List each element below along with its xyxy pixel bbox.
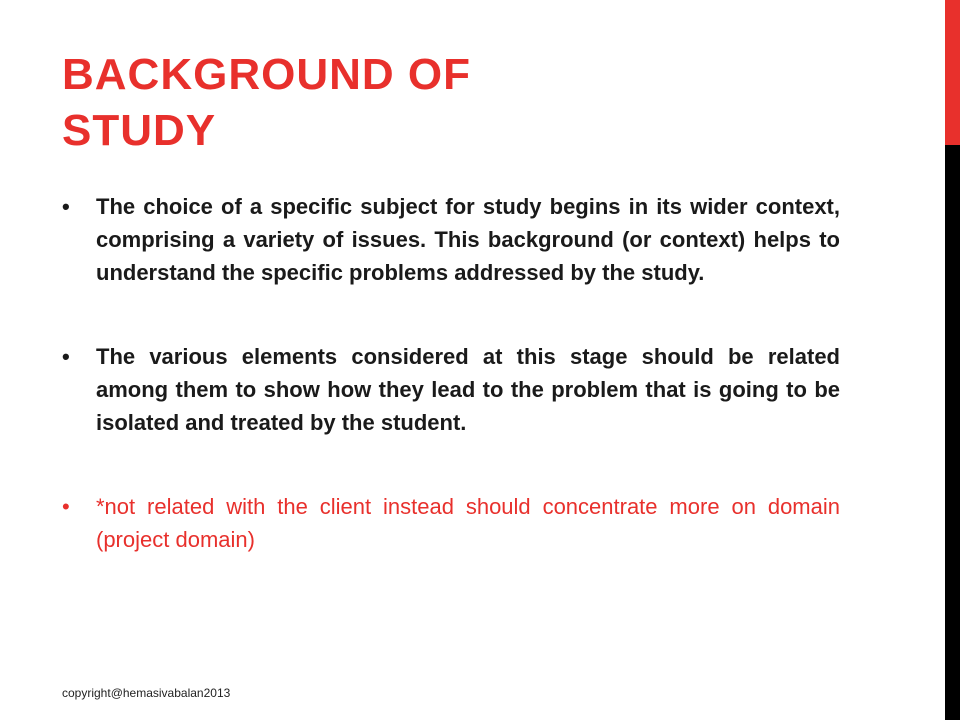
bullet-list [62,190,840,556]
slide-title [62,47,622,159]
title-line-2: STUDY [62,106,217,155]
side-accent-red-segment [945,0,960,145]
bullet-item-context [62,190,840,289]
bullet-marker-icon: • [62,194,70,219]
bullet-text: *not related with the client instead should concentrate more on domain (project domain) [96,494,840,552]
bullet-marker-icon: • [62,344,70,369]
bullet-text: The choice of a specific subject for study begins in its wider context, comprising a variety of issues. This background (or context) helps to understand the specific problems addressed by the study. [96,194,840,285]
bullet-item-elements [62,340,840,439]
side-accent-bar [945,0,960,720]
copyright-footer: copyright@hemasivabalan2013 [62,686,231,700]
bullet-item-domain-note [62,490,840,556]
bullet-marker-icon: • [62,494,70,519]
title-line-1: BACKGROUND OF [62,50,471,99]
bullet-text: The various elements considered at this stage should be related among them to show how they lead to the problem that is going to be isolated and treated by the student. [96,344,840,435]
